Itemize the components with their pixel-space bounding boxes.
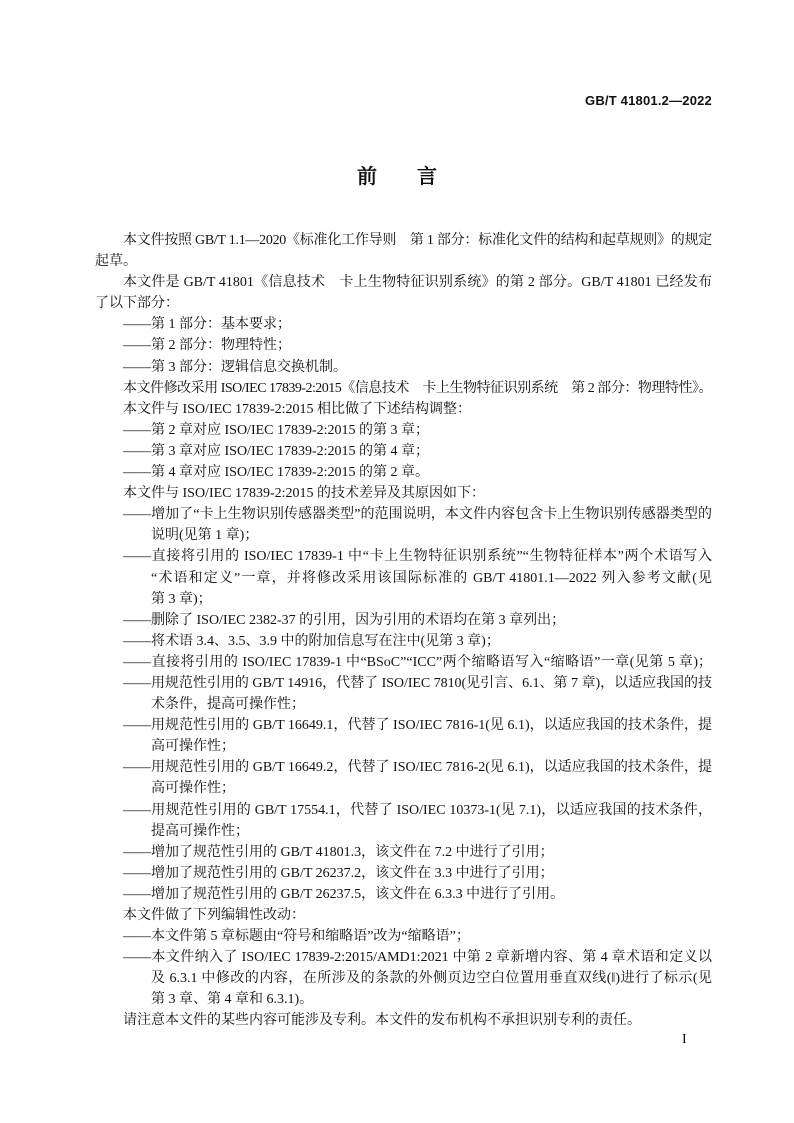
list-item: ——第 1 部分：基本要求； xyxy=(123,317,291,333)
text-line: 起草。 xyxy=(95,254,137,270)
text-line: 提高可操作性； xyxy=(151,823,249,839)
text-line: “术语和定义”一章，并将修改采用该国际标准的 GB/T 41801.1—2022 列入参考文献(见 xyxy=(151,570,712,586)
list-item xyxy=(95,884,712,905)
list-item: ——第 3 章对应 ISO/IEC 17839-2:2015 的第 4 章； xyxy=(123,443,430,459)
text-line: ——增加了规范性引用的 GB/T 26237.5，该文件在 6.3.3 中进行了引用。 xyxy=(123,886,565,902)
text-line: 第 3 章、第 4 章和 6.3.1)。 xyxy=(151,992,314,1008)
text-line: ——用规范性引用的 GB/T 16649.1，代替了 ISO/IEC 7816-1(见 6.1)，以适应我国的技术条件，提 xyxy=(123,718,712,734)
text-line: ——将术语 3.4、3.5、3.9 中的附加信息写在注中(见第 3 章)； xyxy=(123,633,500,649)
text-line: ——用规范性引用的 GB/T 14916，代替了 ISO/IEC 7810(见引言、6.1、第 7 章)，以适应我国的技 xyxy=(123,675,712,691)
adoption-statement: 本文件修改采用 ISO/IEC 17839-2:2015《信息技术 卡上生物特征识别系统 第 2 部分：物理特性》。 xyxy=(123,380,712,396)
list-item xyxy=(95,842,712,863)
list-item xyxy=(95,863,712,884)
text-line: ——用规范性引用的 GB/T 17554.1，代替了 ISO/IEC 10373-1(见 7.1)，以适应我国的技术条件， xyxy=(123,802,712,818)
page-number: I xyxy=(682,1032,687,1047)
list-item: ——第 4 章对应 ISO/IEC 17839-2:2015 的第 2 章。 xyxy=(123,465,430,481)
editorial-changes-intro: 本文件做了下列编辑性改动： xyxy=(123,908,305,923)
patent-notice: 请注意本文件的某些内容可能涉及专利。本文件的发布机构不承担识别专利的责任。 xyxy=(123,1013,641,1029)
scope-basis-paragraph xyxy=(95,230,712,272)
text-line: ——增加了规范性引用的 GB/T 41801.3，该文件在 7.2 中进行了引用； xyxy=(123,844,554,860)
list-item xyxy=(95,673,712,715)
structure-changes-list xyxy=(95,420,712,483)
technical-differences-intro: 本文件与 ISO/IEC 17839-2:2015 的技术差异及其原因如下： xyxy=(123,486,486,502)
document-number: GB/T 41801.2—2022 xyxy=(585,93,712,108)
text-line: ——增加了“卡上生物识别传感器类型”的范围说明，本文件内容包含卡上生物识别传感器类型的 xyxy=(123,507,712,523)
list-item xyxy=(95,504,712,546)
text-line: 及 6.3.1 中修改的内容，在所涉及的条款的外侧页边空白位置用垂直双线(‖)进行了标示(见 xyxy=(151,971,712,987)
list-item xyxy=(95,546,712,609)
text-line: 高可操作性； xyxy=(151,781,235,797)
list-item xyxy=(95,631,712,652)
list-item xyxy=(95,610,712,631)
list-item xyxy=(95,926,712,947)
list-item: ——第 2 章对应 ISO/IEC 17839-2:2015 的第 3 章； xyxy=(123,422,430,438)
list-item xyxy=(95,652,712,673)
text-line: ——直接将引用的 ISO/IEC 17839-1 中“BSoC”“ICC”两个缩略语写入“缩略语”一章(见第 5 章)； xyxy=(123,654,712,670)
list-item xyxy=(95,757,712,799)
text-line: ——删除了 ISO/IEC 2382-37 的引用，因为引用的术语均在第 3 章列出； xyxy=(123,612,566,628)
editorial-changes-list xyxy=(95,926,712,1010)
preface-body xyxy=(95,230,712,1032)
text-line: 高可操作性； xyxy=(151,739,235,755)
text-line: 说明(见第 1 章)； xyxy=(151,528,259,544)
text-line: 了以下部分： xyxy=(95,296,179,312)
text-line: 本文件是 GB/T 41801《信息技术 卡上生物特征识别系统》的第 2 部分。GB/T 41801 已经发布 xyxy=(123,275,712,291)
technical-differences-list xyxy=(95,504,712,905)
text-line: ——本文件纳入了 ISO/IEC 17839-2:2015/AMD1:2021 中第 2 章新增内容、第 4 章术语和定义以 xyxy=(123,950,712,966)
list-item: ——第 3 部分：逻辑信息交换机制。 xyxy=(123,359,347,375)
text-line: 本文件按照 GB/T 1.1—2020《标准化工作导则 第 1 部分：标准化文件的结构和起草规则》的规定 xyxy=(123,233,712,248)
published-parts-list xyxy=(95,314,712,377)
list-item xyxy=(95,800,712,842)
structure-changes-intro: 本文件与 ISO/IEC 17839-2:2015 相比做了下述结构调整： xyxy=(123,401,472,417)
list-item xyxy=(95,947,712,1010)
text-line: 第 3 章)； xyxy=(151,591,212,607)
text-line: 术条件，提高可操作性； xyxy=(151,697,305,713)
text-line: ——直接将引用的 ISO/IEC 17839-1 中“卡上生物特征识别系统”“生物特征样本”两个术语写入 xyxy=(123,549,712,565)
list-item: ——第 2 部分：物理特性； xyxy=(123,338,291,354)
text-line: ——本文件第 5 章标题由“符号和缩略语”改为“缩略语”； xyxy=(123,929,470,945)
text-line: ——用规范性引用的 GB/T 16649.2，代替了 ISO/IEC 7816-2(见 6.1)，以适应我国的技术条件，提 xyxy=(123,760,712,776)
list-item xyxy=(95,715,712,757)
text-line: ——增加了规范性引用的 GB/T 26237.2，该文件在 3.3 中进行了引用； xyxy=(123,865,554,881)
page-title: 前 言 xyxy=(357,164,437,188)
series-note-paragraph xyxy=(95,272,712,314)
